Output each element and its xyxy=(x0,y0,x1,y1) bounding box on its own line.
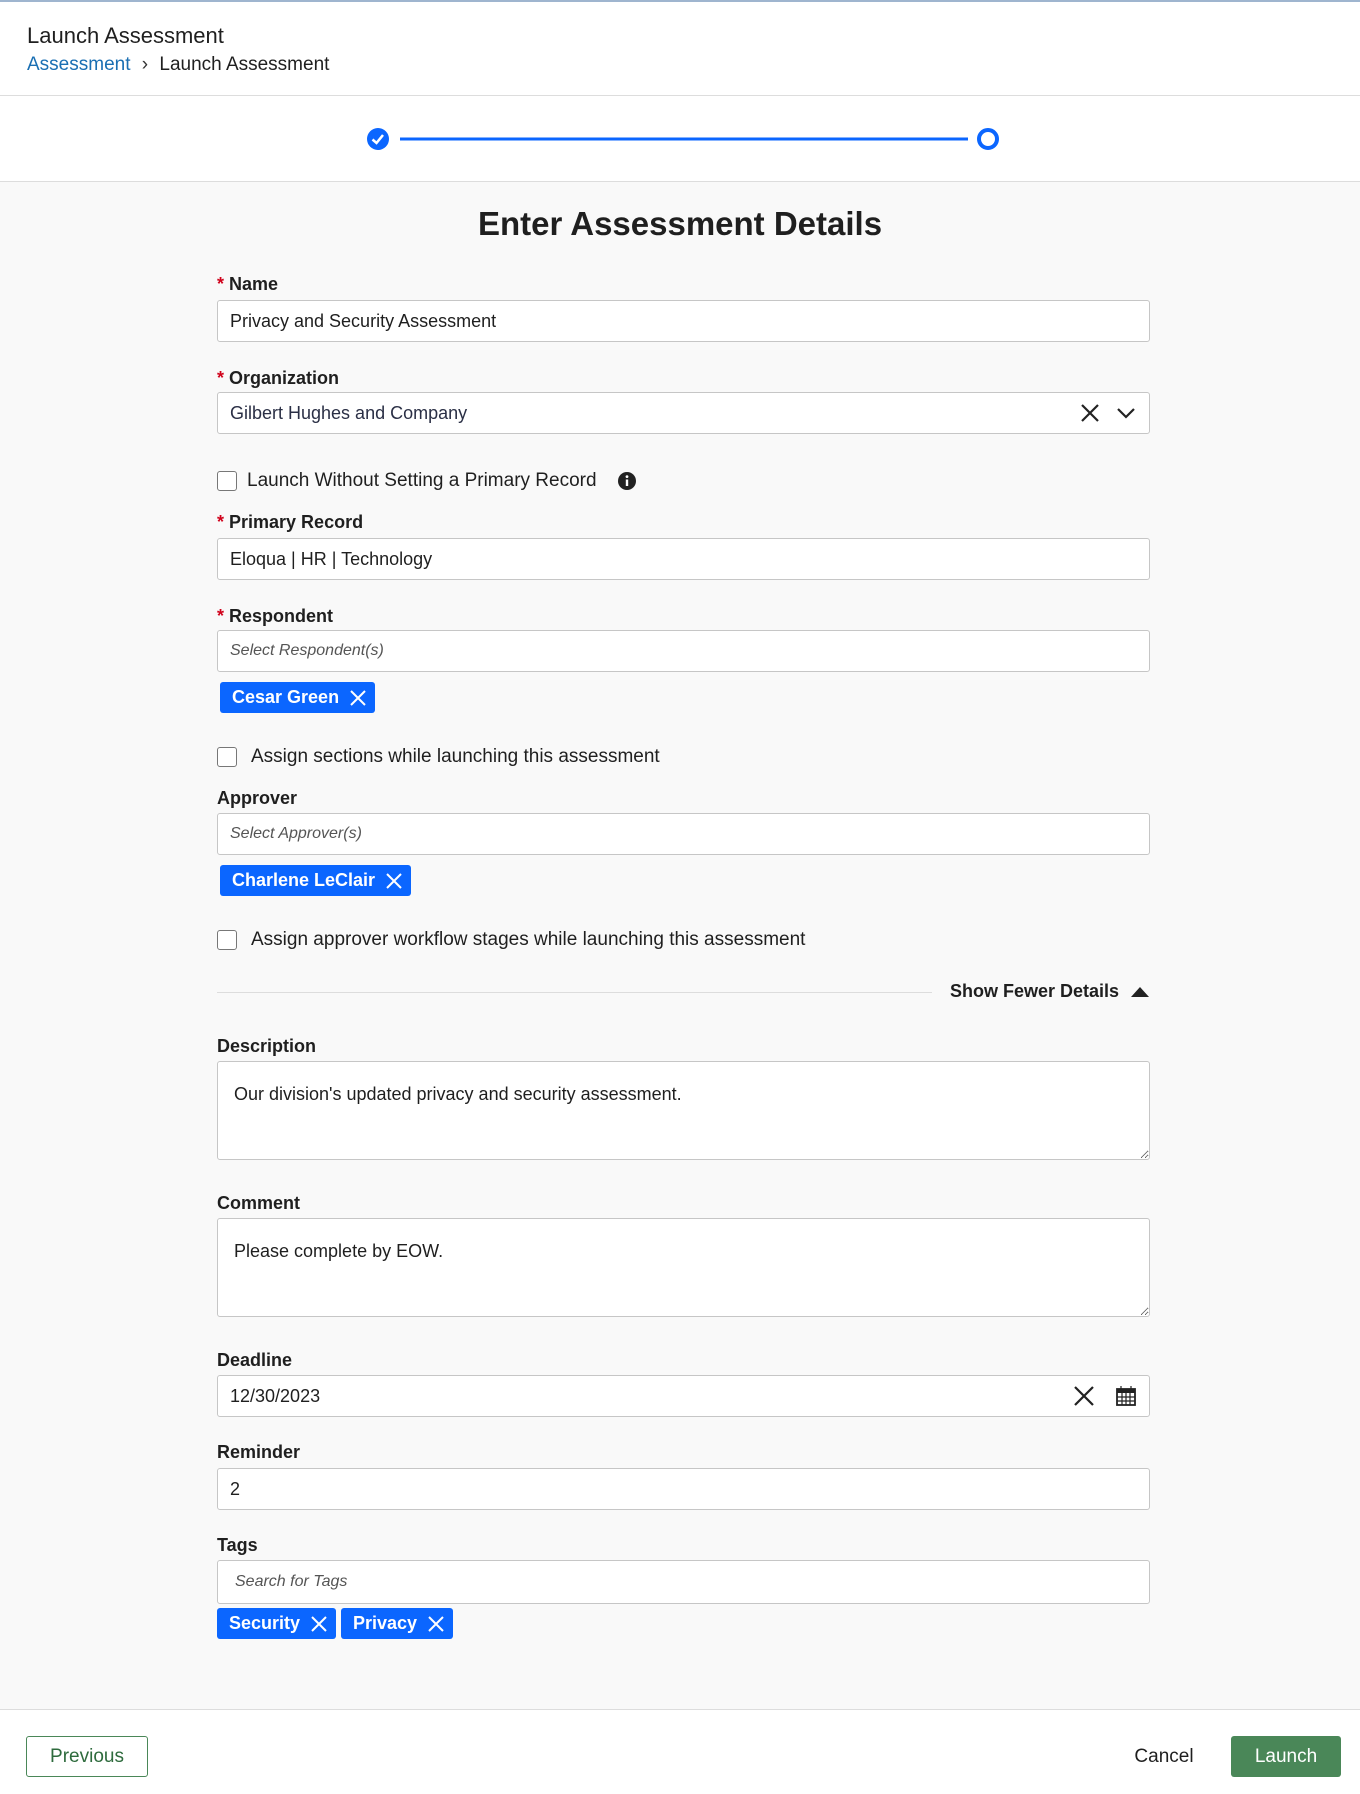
respondent-label: * Respondent xyxy=(217,606,334,626)
cancel-button[interactable]: Cancel xyxy=(1134,1745,1194,1767)
checkbox[interactable] xyxy=(217,747,237,767)
approver-label: Approver xyxy=(217,788,298,808)
footer xyxy=(0,1709,1360,1794)
description-textarea[interactable] xyxy=(217,1061,1150,1160)
divider xyxy=(217,992,932,993)
tags-label: Tags xyxy=(217,1535,258,1555)
deadline-label: Deadline xyxy=(217,1350,293,1370)
checkbox[interactable] xyxy=(217,471,237,491)
clear-icon[interactable] xyxy=(1079,402,1101,424)
primary-record-input[interactable]: Eloqua | HR | Technology xyxy=(217,538,1150,580)
stepper-progress xyxy=(366,126,1002,152)
clear-icon[interactable] xyxy=(1073,1385,1095,1407)
primary-record-label: * Primary Record xyxy=(217,512,364,532)
organization-label: * Organization xyxy=(217,368,340,388)
tag-chip: Privacy xyxy=(341,1608,453,1639)
calendar-icon[interactable] xyxy=(1115,1385,1137,1407)
name-input[interactable]: Privacy and Security Assessment xyxy=(217,300,1150,342)
launch-without-primary-checkbox[interactable]: Launch Without Setting a Primary Record xyxy=(217,470,637,492)
reminder-input[interactable]: 2 xyxy=(217,1468,1150,1510)
previous-button[interactable]: Previous xyxy=(26,1736,148,1777)
step-complete-icon xyxy=(367,128,389,150)
description-label: Description xyxy=(217,1036,317,1056)
tag-chip: Security xyxy=(217,1608,336,1639)
remove-icon[interactable] xyxy=(385,872,403,890)
deadline-input[interactable]: 12/30/2023 xyxy=(217,1375,1150,1417)
step-current-icon xyxy=(979,130,997,148)
comment-label: Comment xyxy=(217,1193,301,1213)
assign-approver-checkbox[interactable]: Assign approver workflow stages while launching this assessment xyxy=(217,929,805,951)
form-heading: Enter Assessment Details xyxy=(477,205,883,242)
info-icon[interactable] xyxy=(617,471,637,491)
breadcrumb-assessment-link[interactable]: Assessment xyxy=(27,54,131,75)
remove-icon[interactable] xyxy=(349,689,367,707)
tags-input[interactable]: Search for Tags xyxy=(217,1560,1150,1604)
organization-select[interactable]: Gilbert Hughes and Company xyxy=(217,392,1150,434)
stepper-line xyxy=(400,138,968,141)
breadcrumb xyxy=(27,54,329,76)
chevron-right-icon: › xyxy=(141,54,149,75)
remove-icon[interactable] xyxy=(310,1615,328,1633)
assign-sections-checkbox[interactable]: Assign sections while launching this assessment xyxy=(217,746,660,768)
launch-button[interactable]: Launch xyxy=(1231,1736,1341,1777)
comment-textarea[interactable] xyxy=(217,1218,1150,1317)
remove-icon[interactable] xyxy=(427,1615,445,1633)
breadcrumb-current: Launch Assessment xyxy=(159,54,330,75)
approver-input[interactable]: Select Approver(s) xyxy=(217,813,1150,855)
caret-up-icon xyxy=(1131,986,1149,998)
respondent-chip: Cesar Green xyxy=(220,682,375,713)
reminder-label: Reminder xyxy=(217,1442,301,1462)
approver-chip: Charlene LeClair xyxy=(220,865,411,896)
stepper xyxy=(0,96,1360,182)
show-fewer-details-toggle[interactable]: Show Fewer Details xyxy=(950,981,1149,1002)
page-title: Launch Assessment xyxy=(27,23,224,48)
chevron-down-icon[interactable] xyxy=(1115,402,1137,424)
checkbox[interactable] xyxy=(217,930,237,950)
page-header xyxy=(0,0,1360,96)
name-label: * Name xyxy=(217,274,279,294)
respondent-input[interactable]: Select Respondent(s) xyxy=(217,630,1150,672)
